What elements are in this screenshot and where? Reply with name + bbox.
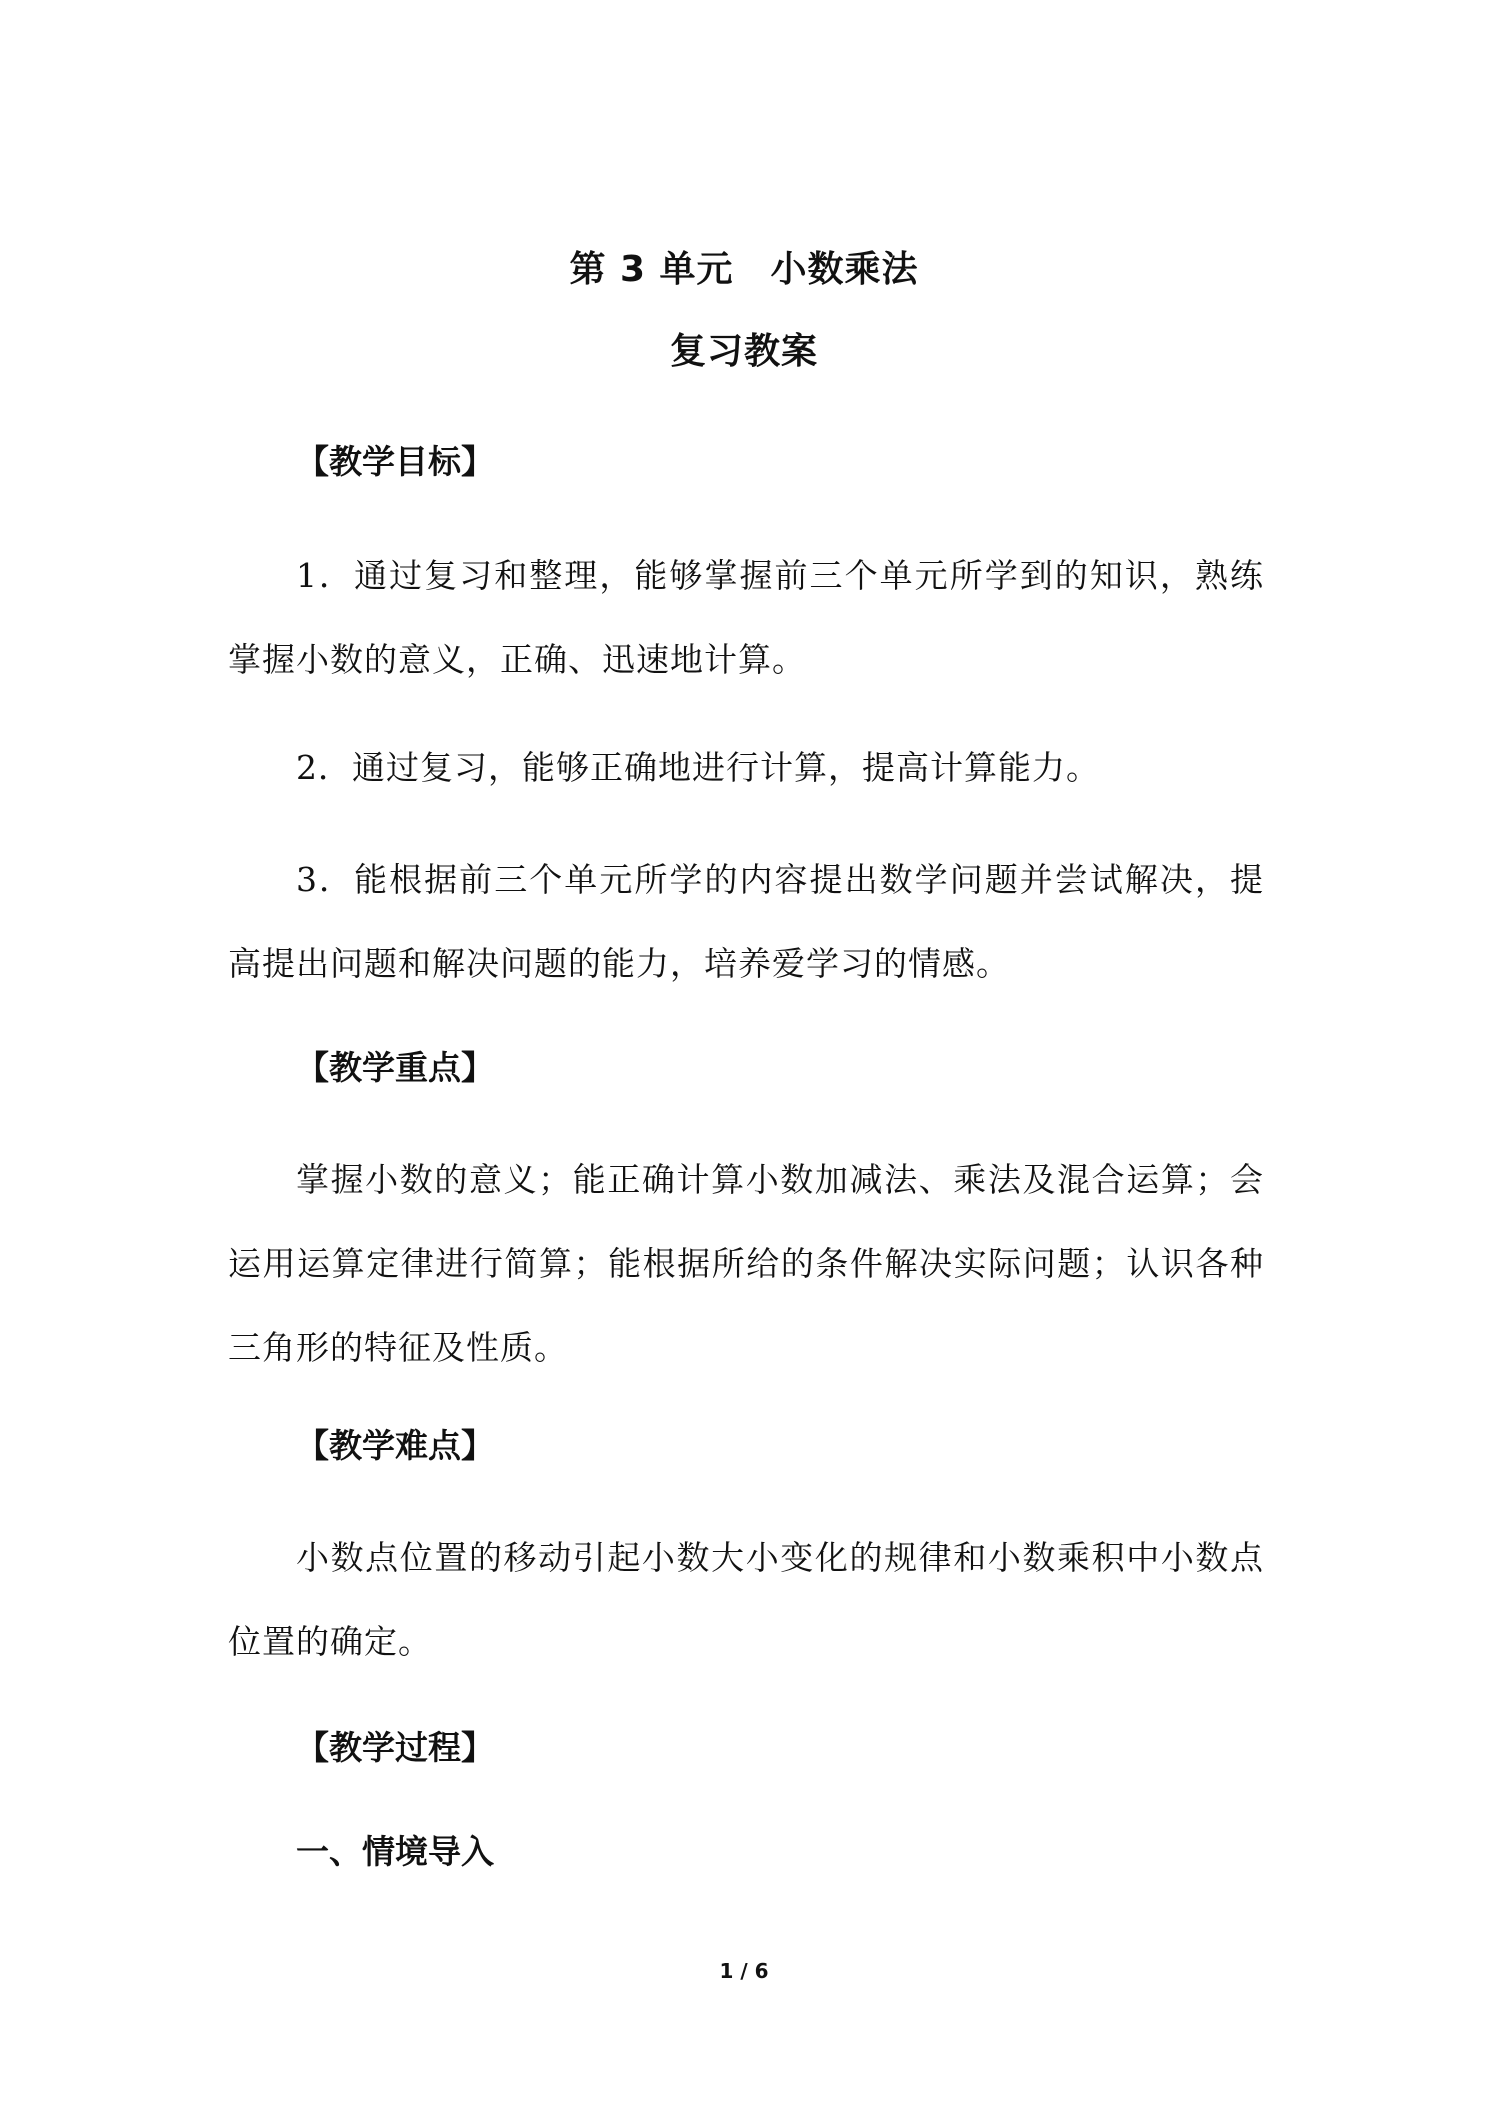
difficulties-paragraph: 小数点位置的移动引起小数大小变化的规律和小数乘积中小数点位置的确定。 [228, 1538, 1264, 1661]
section-heading-difficulties: 【教学难点】 [296, 1426, 494, 1465]
document-subtitle: 复习教案 [669, 331, 818, 372]
document-title: 第 3 单元 小数乘法 [569, 249, 919, 290]
objective-item-2: 2．通过复习，能够正确地进行计算，提高计算能力。 [296, 748, 1100, 787]
section-heading-key-points: 【教学重点】 [296, 1048, 494, 1087]
section-heading-objectives: 【教学目标】 [296, 442, 494, 481]
key-points-paragraph: 掌握小数的意义；能正确计算小数加减法、乘法及混合运算；会运用运算定律进行简算；能根据所给的条件解决实际问题；认识各种三角形的特征及性质。 [228, 1160, 1264, 1367]
objective-item-1: 1．通过复习和整理，能够掌握前三个单元所学到的知识，熟练掌握小数的意义，正确、迅速地计算。 [228, 556, 1264, 679]
objective-item-3: 3．能根据前三个单元所学的内容提出数学问题并尝试解决，提高提出问题和解决问题的能力，培养爱学习的情感。 [228, 860, 1264, 983]
section-heading-process: 【教学过程】 [296, 1728, 494, 1767]
process-step-heading: 一、情境导入 [296, 1832, 494, 1871]
page-number: 1 / 6 [719, 1959, 769, 1983]
